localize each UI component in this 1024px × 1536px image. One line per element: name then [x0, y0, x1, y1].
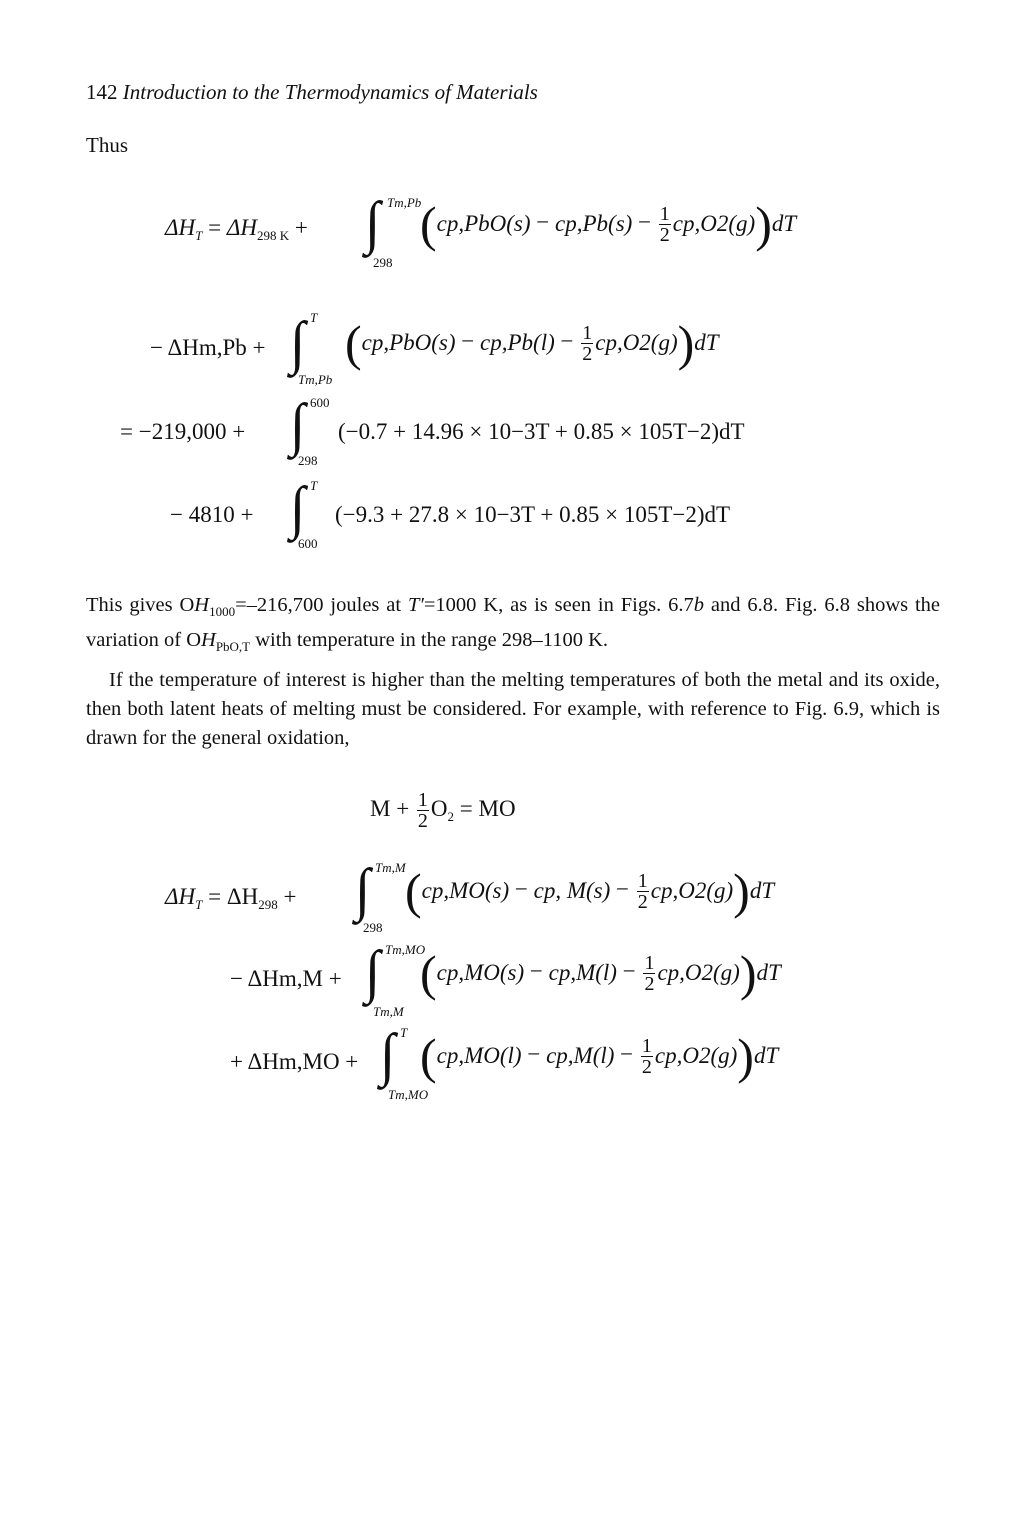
integral-sign: ∫: [290, 392, 306, 458]
page-number: 142: [86, 80, 118, 104]
paragraph-melting: If the temperature of interest is higher than the melting temperatures of both the metal and its oxide, then both latent heats of melting must be considered. For example, with reference to Fig. 6.9, which is drawn for the general oxidation,: [86, 669, 940, 749]
integral-sign: ∫: [355, 857, 371, 923]
paragraph-result: This gives $OH_{1000}=-216,700$ joules at T′=1000 K, as is seen in Figs. 6.7b and 6.8. Fig. 6.8 shows the variation of $OH_{PbO,T}$ with temperature in the range 298–1100 K.: [86, 594, 941, 655]
integral-sign: ∫: [365, 190, 381, 256]
running-title: Introduction to the Thermodynamics of Materials: [122, 80, 538, 104]
integral-sign: ∫: [380, 1022, 396, 1088]
intro-word: Thus: [86, 133, 128, 157]
reaction-equation: M + $\frac{1}{2}$ $O_2$ = MO: [370, 789, 516, 832]
integral-sign: ∫: [290, 475, 306, 541]
eq1-lhs: ΔH: [165, 215, 196, 240]
page-header: [86, 80, 538, 105]
integral-sign: ∫: [365, 939, 381, 1005]
integral-sign: ∫: [290, 310, 306, 376]
